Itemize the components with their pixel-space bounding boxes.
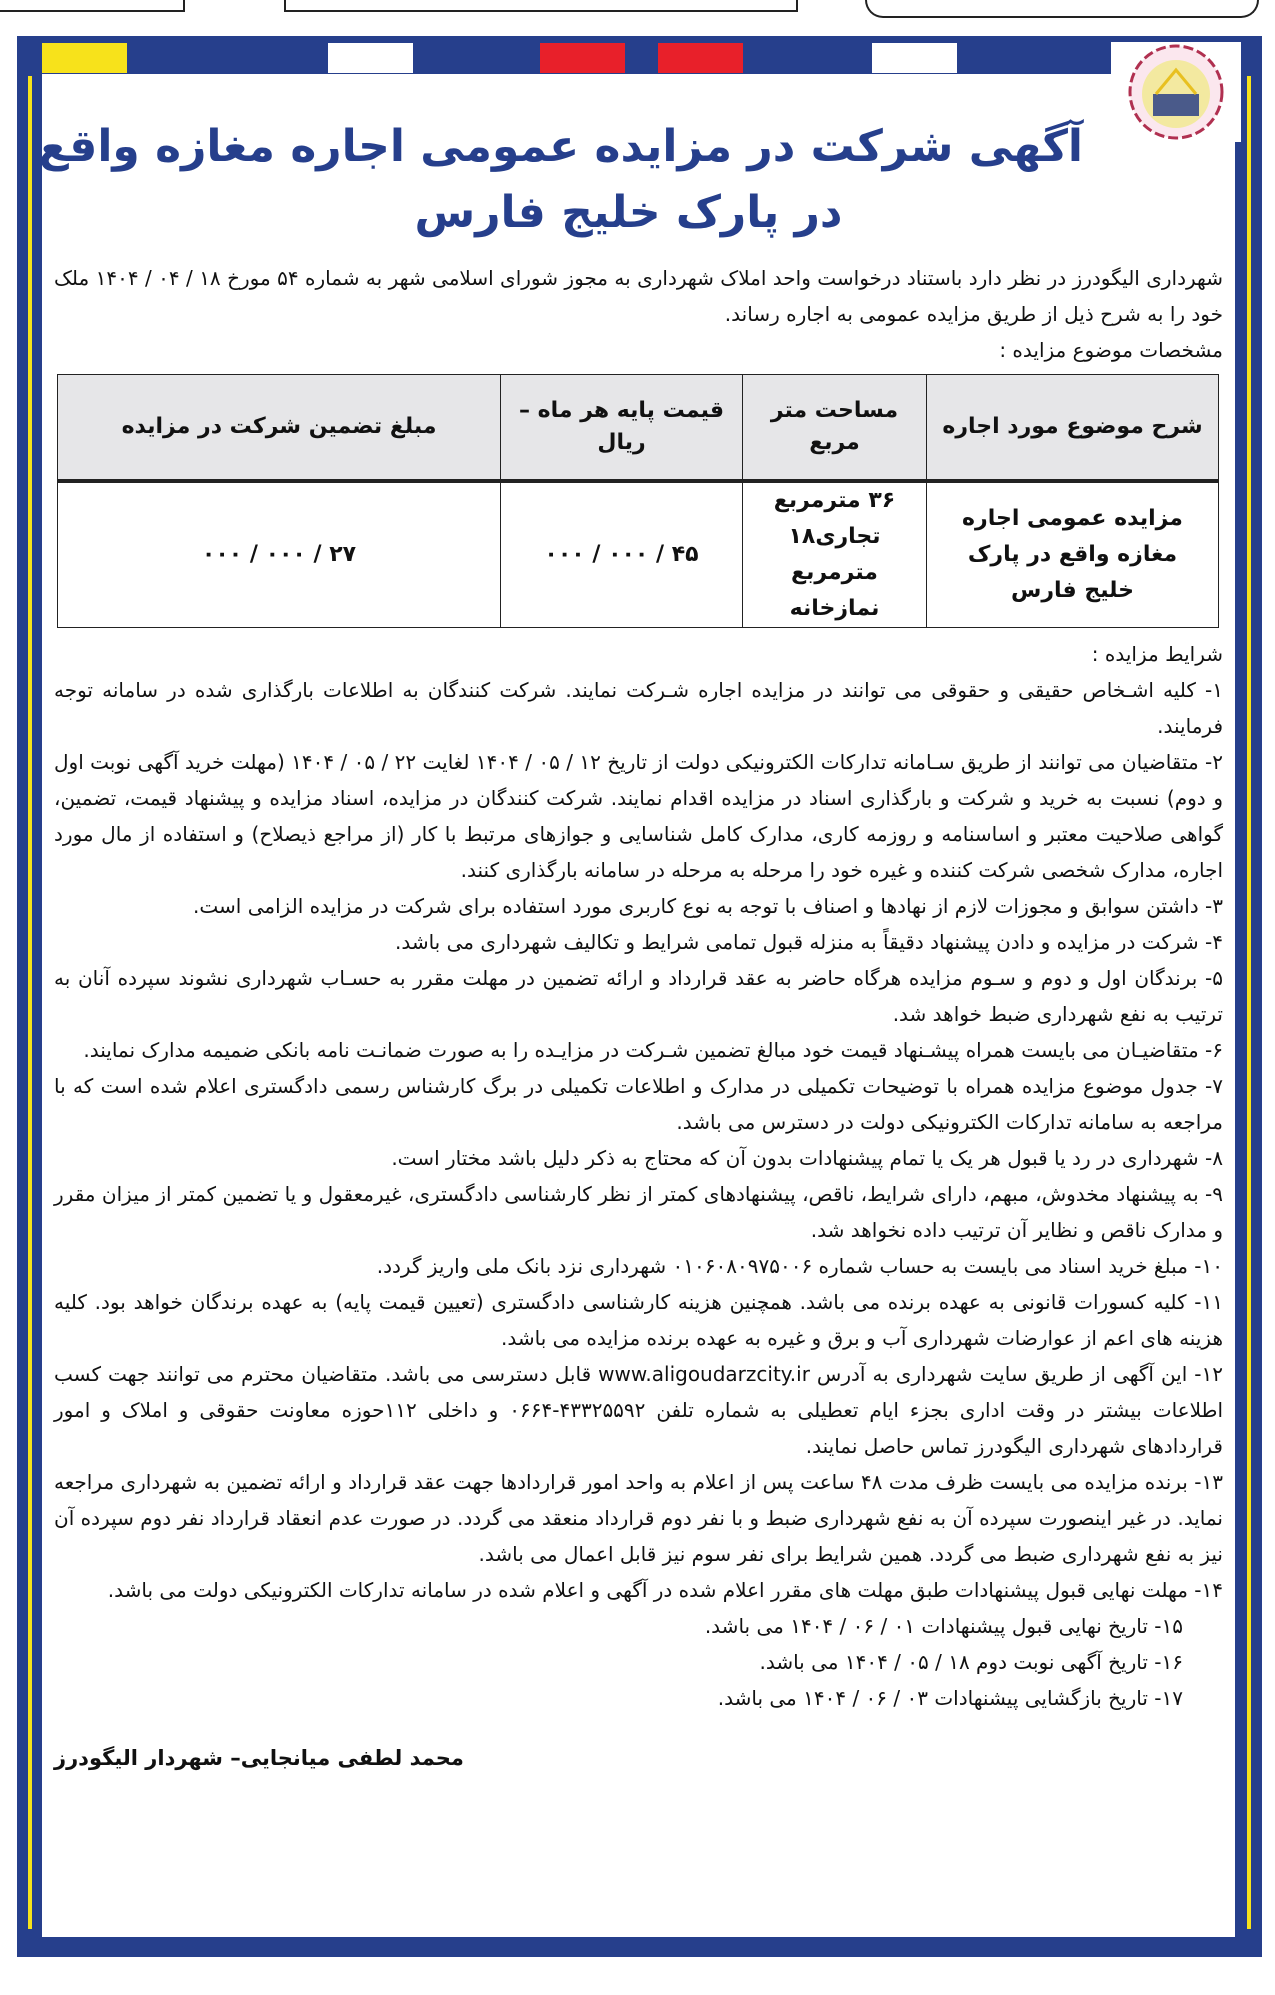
- condition-item: ۳- داشتن سوابق و مجوزات لازم از نهادها و اصناف با توجه به نوع کاربری مورد استفاده برای شرکت در مزایده الزامی است.: [193, 894, 1223, 918]
- condition-item: ۹- به پیشنهاد مخدوش، مبهم، دارای شرایط، ناقص، پیشنهادهای کمتر از نظر کارشناسی دادگستری، غیرمعقول و یا تضمین کمتر از میزان مقرر و مدارک ناقص و نظایر آن ترتیب داده نخواهد شد.: [54, 1182, 1223, 1242]
- cut-off-box: [865, 0, 1259, 18]
- condition-item: ۱- کلیه اشـخاص حقیقی و حقوقی می توانند در مزایده اجاره شـرکت نمایند. شرکت کنندگان به اطلاعات بارگذاری شده در سامانه توجه فرمایند.: [54, 678, 1223, 738]
- cut-off-box: [284, 0, 798, 12]
- conditions-list: [54, 672, 1223, 1608]
- title-line: آگهی شرکت در مزایده عمومی اجاره مغازه واقع: [38, 121, 1083, 172]
- yellow-square: [42, 43, 127, 73]
- condition-item: ۱۰- مبلغ خرید اسناد می بایست به حساب شماره ۰۱۰۶۰۸۰۹۷۵۰۰۶ شهرداری نزد بانک ملی واریز گردد.: [376, 1254, 1223, 1278]
- condition-item: ۵- برندگان اول و دوم و سـوم مزایده هرگاه حاضر به عقد قرارداد و ارائه تضمین در مهلت مقرر به حسـاب شهرداری نشوند سپرده آنان به ترتیب به نفع شهرداری ضبط خواهد شد.: [54, 966, 1223, 1026]
- title-line: در پارک خلیج فارس: [414, 187, 843, 238]
- intro-paragraph: شهرداری الیگودرز در نظر دارد باستناد درخواست واحد املاک شهرداری به مجوز شورای اسلامی شهر به شماره ۵۴ مورخ ۱۸ / ۰۴ / ۱۴۰۴ ملک خود را به شرح ذیل از طریق مزایده عمومی به اجاره رساند.: [54, 266, 1224, 326]
- condition-item: ۴- شرکت در مزایده و دادن پیشنهاد دقیقاً به منزله قبول تمامی شرایط و تکالیف شهرداری می باشد.: [394, 930, 1223, 954]
- announcement-frame: [17, 36, 1262, 1957]
- white-square: [328, 43, 413, 73]
- table-row: [58, 481, 1219, 628]
- header-description: شرح موضوع مورد اجاره: [927, 375, 1219, 482]
- white-square: [872, 43, 957, 73]
- auction-table: [57, 374, 1219, 628]
- header-guarantee: مبلغ تضمین شرکت در مزایده: [58, 375, 501, 482]
- cell-description: مزایده عمومی اجاره مغازه واقع در پارک خلیج فارس: [927, 481, 1219, 628]
- yellow-rule: [1247, 76, 1251, 1929]
- cell-area: ۳۶ مترمربع تجاری۱۸ مترمربع نمازخانه: [743, 481, 927, 628]
- condition-item: ۶- متقاضیـان می بایست همراه پیشـنهاد قیمت خود مبالغ تضمین شـرکت در مزایـده را به صورت ضمانـت نامه بانکی ضمیمه مدارک نمایند.: [83, 1038, 1223, 1062]
- announcement-body: [54, 260, 1223, 1776]
- condition-item: ۱۴- مهلت نهایی قبول پیشنهادات طبق مهلت های مقرر اعلام شده در آگهی و اعلام شده در سامانه تدارکات الکترونیکی دولت می باشد.: [107, 1578, 1223, 1602]
- header-base-price: قیمت پایه هر ماه – ریال: [501, 375, 743, 482]
- condition-item: ۸- شهرداری در رد یا قبول هر یک یا تمام پیشنهادات بدون آن که محتاج به ذکر دلیل باشد مختار است.: [391, 1146, 1223, 1170]
- cut-off-box: [0, 0, 185, 12]
- date-item: ۱۶- تاریخ آگهی نوبت دوم ۱۸ / ۰۵ / ۱۴۰۴ می باشد.: [759, 1650, 1183, 1674]
- announcement-inner: [38, 74, 1235, 1776]
- condition-item: ۱۳- برنده مزایده می بایست ظرف مدت ۴۸ ساعت پس از اعلام به واحد امور قراردادها جهت عقد قرارداد و ارائه تضمین به شهرداری مراجعه نماید. در غیر اینصورت سپرده آن به نفع شهرداری ضبط و با نفر دوم قرارداد منعقد می گردد. در صورت عدم انعقاد قرارداد نفر دوم سپرده آن نیز به نفع شهرداری ضبط می گردد. همین شرایط برای نفر سوم نیز قابل اعمال می باشد.: [54, 1470, 1224, 1566]
- conditions-label: شرایط مزایده :: [1091, 642, 1223, 666]
- cell-base-price: ۴۵ / ۰۰۰ / ۰۰۰: [501, 481, 743, 628]
- announcement-content: [38, 74, 1235, 1937]
- signature: محمد لطفی میانجایی– شهردار الیگودرز: [54, 1746, 464, 1770]
- header-area: مساحت متر مربع: [743, 375, 927, 482]
- dates-list: [54, 1608, 1223, 1716]
- date-item: ۱۵- تاریخ نهایی قبول پیشنهادات ۰۱ / ۰۶ / ۱۴۰۴ می باشد.: [704, 1614, 1183, 1638]
- date-item: ۱۷- تاریخ بازگشایی پیشنهادات ۰۳ / ۰۶ / ۱۴۰۴ می باشد.: [717, 1686, 1183, 1710]
- subject-label: مشخصات موضوع مزایده :: [999, 338, 1223, 362]
- condition-item: ۲- متقاضیان می توانند از طریق سـامانه تدارکات الکترونیکی دولت از تاریخ ۱۲ / ۰۵ / ۱۴۰۴ لغایت ۲۲ / ۰۵ / ۱۴۰۴ (مهلت خرید آگهی نوبت اول و دوم) نسبت به خرید و شرکت و بارگذاری اسناد در مزایده اقدام نمایند. شرکت کنندگان در مزایده، اسناد مزایده و پیشنهاد قیمت، تضمین، گواهی صلاحیت معتبر و اساسنامه و روزمه کاری، مدارک کامل شناسایی و جوازهای مرتبط با کار (از مراجع ذیصلاح) و استفاده از مال مورد اجاره، مدارک شخصی شرکت کننده و غیره خود را مرحله به مرحله در سامانه بارگذاری کنند.: [54, 750, 1224, 882]
- cell-guarantee: ۲۷ / ۰۰۰ / ۰۰۰: [58, 481, 501, 628]
- page-title: [38, 114, 1083, 246]
- yellow-rule: [28, 76, 32, 1929]
- red-square: [658, 43, 743, 73]
- red-square: [540, 43, 625, 73]
- condition-item: ۱۲- این آگهی از طریق سایت شهرداری به آدرس www.aligoudarzcity.ir قابل دسترسی می باشد. متقاضیان محترم می توانند جهت کسب اطلاعات بیشتر در وقت اداری بجزء ایام تعطیلی به شماره تلفن ۴۳۳۲۵۵۹۲-۰۶۶۴ و داخلی ۱۱۲حوزه معاونت حقوقی و املاک و امور قراردادهای شهرداری الیگودرز تماس حاصل نمایند.: [54, 1362, 1224, 1458]
- table-header-row: [58, 375, 1219, 482]
- condition-item: ۱۱- کلیه کسورات قانونی به عهده برنده می باشد. همچنین هزینه کارشناسی دادگستری (تعیین قیمت پایه) به عهده برندگان خواهد بود. کلیه هزینه های اعم از عوارضات شهرداری آب و برق و غیره به عهده برنده مزایده می باشد.: [54, 1290, 1223, 1350]
- condition-item: ۷- جدول موضوع مزایده همراه با توضیحات تکمیلی در مدارک و اطلاعات تکمیلی در برگ کارشناس رسمی دادگستری اعلام شده است که با مراجعه به سامانه تدارکات الکترونیکی دولت در دسترس می باشد.: [54, 1074, 1223, 1134]
